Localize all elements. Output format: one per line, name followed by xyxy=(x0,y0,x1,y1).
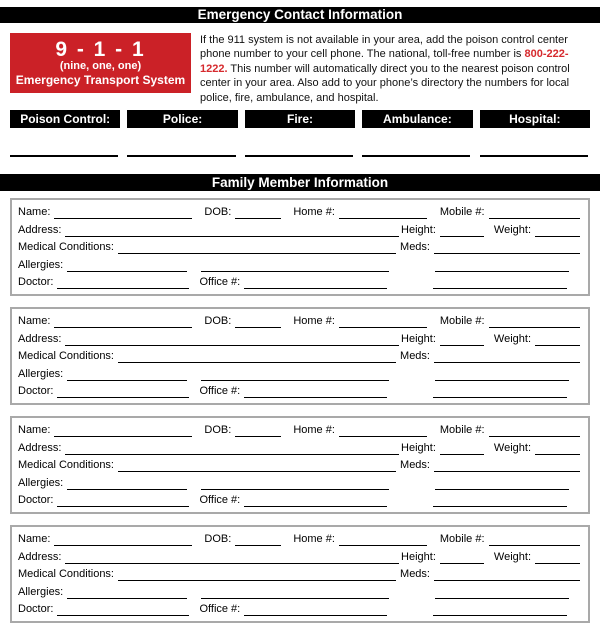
911-callout xyxy=(10,33,191,93)
member-row-doctor xyxy=(18,274,580,289)
weight-label: Weight: xyxy=(493,223,531,236)
office-phone-label: Office #: xyxy=(199,603,241,615)
meds-label: Meds: xyxy=(400,459,430,471)
member-row-medical xyxy=(18,566,580,581)
meds-continuation-line xyxy=(433,279,567,289)
office-phone-label: Office #: xyxy=(199,385,241,397)
doctor-blank-line xyxy=(57,279,189,289)
meds-continuation-line xyxy=(435,589,569,599)
dob-label: DOB: xyxy=(204,206,232,218)
911-number: 9 - 1 - 1 xyxy=(55,38,146,61)
name-label: Name: xyxy=(18,424,51,436)
height-label: Height: xyxy=(401,441,436,454)
meds-blank-line xyxy=(434,571,580,581)
meds-continuation-line xyxy=(433,606,567,616)
member-row-address xyxy=(18,440,580,455)
family-member-box xyxy=(10,307,590,405)
address-label: Address: xyxy=(18,332,62,345)
height-blank-line xyxy=(440,336,484,346)
intro-text-before: If the 911 system is not available in your area, add the poison control center phone number to your cell phone. The national, toll-free number is xyxy=(200,34,568,61)
medical-conditions-blank-line xyxy=(118,353,396,363)
meds-label: Meds: xyxy=(400,350,430,362)
member-row-name xyxy=(18,313,580,328)
name-label: Name: xyxy=(18,206,51,218)
poison-control-label: Poison Control: xyxy=(10,110,120,128)
name-label: Name: xyxy=(18,533,51,545)
medical-conditions-label: Medical Conditions: xyxy=(18,459,114,471)
office-phone-blank-line xyxy=(244,388,387,398)
medical-conditions-label: Medical Conditions: xyxy=(18,568,114,580)
poison-control-phone-number: 800-222-1222. xyxy=(200,48,569,75)
meds-continuation-line xyxy=(435,480,569,490)
meds-blank-line xyxy=(434,462,580,472)
police-label: Police: xyxy=(127,110,237,128)
meds-label: Meds: xyxy=(400,568,430,580)
member-row-allergies xyxy=(18,584,580,599)
allergies-label: Allergies: xyxy=(18,258,64,271)
office-phone-blank-line xyxy=(244,606,387,616)
allergies-blank-line xyxy=(67,262,187,272)
dob-blank-line xyxy=(235,536,281,546)
intro-paragraph xyxy=(200,33,596,108)
member-row-allergies xyxy=(18,366,580,381)
family-member-box xyxy=(10,198,590,296)
allergies-blank-line xyxy=(67,371,187,381)
hospital-blank-line xyxy=(480,155,588,157)
meds-continuation-line xyxy=(435,371,569,381)
member-row-allergies xyxy=(18,475,580,490)
allergies-blank-line xyxy=(67,480,187,490)
member-row-medical xyxy=(18,348,580,363)
mobile-phone-blank-line xyxy=(489,318,580,328)
weight-blank-line xyxy=(535,445,580,455)
weight-label: Weight: xyxy=(493,550,531,563)
fire-blank-line xyxy=(245,155,353,157)
weight-blank-line xyxy=(535,336,580,346)
fire-label: Fire: xyxy=(245,110,355,128)
ambulance-blank-line xyxy=(362,155,470,157)
police-blank-line xyxy=(127,155,235,157)
weight-label: Weight: xyxy=(493,332,531,345)
member-row-doctor xyxy=(18,383,580,398)
allergies-continuation-line xyxy=(201,589,389,599)
height-blank-line xyxy=(440,445,484,455)
address-label: Address: xyxy=(18,223,62,236)
contact-column-police xyxy=(127,110,237,157)
allergies-label: Allergies: xyxy=(18,367,64,380)
weight-blank-line xyxy=(535,227,580,237)
dob-label: DOB: xyxy=(204,315,232,327)
911-words: (nine, one, one) xyxy=(59,60,142,72)
address-label: Address: xyxy=(18,441,62,454)
home-phone-label: Home #: xyxy=(293,315,335,327)
medical-conditions-label: Medical Conditions: xyxy=(18,350,114,362)
meds-blank-line xyxy=(434,353,580,363)
doctor-label: Doctor: xyxy=(18,603,54,615)
intro-section xyxy=(10,33,596,108)
dob-label: DOB: xyxy=(204,424,232,436)
address-blank-line xyxy=(65,336,399,346)
family-member-box xyxy=(10,525,590,623)
name-blank-line xyxy=(54,427,192,437)
office-phone-blank-line xyxy=(244,497,387,507)
mobile-phone-label: Mobile #: xyxy=(439,533,485,545)
mobile-phone-label: Mobile #: xyxy=(439,315,485,327)
office-phone-blank-line xyxy=(244,279,387,289)
name-label: Name: xyxy=(18,315,51,327)
weight-blank-line xyxy=(535,554,580,564)
911-caption: Emergency Transport System xyxy=(15,73,186,87)
allergies-label: Allergies: xyxy=(18,585,64,598)
doctor-label: Doctor: xyxy=(18,385,54,397)
member-row-name xyxy=(18,422,580,437)
mobile-phone-blank-line xyxy=(489,536,580,546)
emergency-contacts-row xyxy=(10,110,590,157)
mobile-phone-label: Mobile #: xyxy=(439,424,485,436)
member-row-address xyxy=(18,222,580,237)
height-blank-line xyxy=(440,227,484,237)
contact-column-hospital xyxy=(480,110,590,157)
name-blank-line xyxy=(54,209,192,219)
dob-label: DOB: xyxy=(204,533,232,545)
member-row-allergies xyxy=(18,257,580,272)
allergies-label: Allergies: xyxy=(18,476,64,489)
meds-continuation-line xyxy=(433,497,567,507)
allergies-continuation-line xyxy=(201,480,389,490)
address-blank-line xyxy=(65,227,399,237)
doctor-label: Doctor: xyxy=(18,494,54,506)
home-phone-blank-line xyxy=(339,536,427,546)
height-label: Height: xyxy=(401,223,436,236)
doctor-blank-line xyxy=(57,606,189,616)
member-row-medical xyxy=(18,457,580,472)
meds-label: Meds: xyxy=(400,241,430,253)
member-row-address xyxy=(18,549,580,564)
doctor-blank-line xyxy=(57,497,189,507)
member-row-name xyxy=(18,204,580,219)
doctor-label: Doctor: xyxy=(18,276,54,288)
section-title: Family Member Information xyxy=(211,175,389,190)
allergies-continuation-line xyxy=(201,262,389,272)
section-title: Emergency Contact Information xyxy=(197,7,403,22)
meds-continuation-line xyxy=(435,262,569,272)
allergies-continuation-line xyxy=(201,371,389,381)
member-row-medical xyxy=(18,239,580,254)
contact-column-fire xyxy=(245,110,355,157)
mobile-phone-blank-line xyxy=(489,209,580,219)
home-phone-blank-line xyxy=(339,318,427,328)
mobile-phone-blank-line xyxy=(489,427,580,437)
contact-column-ambulance xyxy=(362,110,472,157)
doctor-blank-line xyxy=(57,388,189,398)
mobile-phone-label: Mobile #: xyxy=(439,206,485,218)
home-phone-blank-line xyxy=(339,427,427,437)
meds-continuation-line xyxy=(433,388,567,398)
family-member-box xyxy=(10,416,590,514)
name-blank-line xyxy=(54,318,192,328)
hospital-label: Hospital: xyxy=(480,110,590,128)
address-blank-line xyxy=(65,554,399,564)
address-label: Address: xyxy=(18,550,62,563)
section-header-emergency-contact xyxy=(0,7,600,23)
medical-conditions-blank-line xyxy=(118,462,396,472)
allergies-blank-line xyxy=(67,589,187,599)
height-label: Height: xyxy=(401,550,436,563)
ambulance-label: Ambulance: xyxy=(362,110,472,128)
home-phone-blank-line xyxy=(339,209,427,219)
office-phone-label: Office #: xyxy=(199,494,241,506)
contact-column-poison-control xyxy=(10,110,120,157)
section-header-family-member xyxy=(0,174,600,191)
office-phone-label: Office #: xyxy=(199,276,241,288)
poison-control-blank-line xyxy=(10,155,118,157)
home-phone-label: Home #: xyxy=(293,206,335,218)
member-row-doctor xyxy=(18,601,580,616)
dob-blank-line xyxy=(235,209,281,219)
meds-blank-line xyxy=(434,244,580,254)
dob-blank-line xyxy=(235,427,281,437)
member-row-name xyxy=(18,531,580,546)
home-phone-label: Home #: xyxy=(293,424,335,436)
height-label: Height: xyxy=(401,332,436,345)
medical-conditions-blank-line xyxy=(118,571,396,581)
height-blank-line xyxy=(440,554,484,564)
medical-conditions-label: Medical Conditions: xyxy=(18,241,114,253)
dob-blank-line xyxy=(235,318,281,328)
member-row-address xyxy=(18,331,580,346)
intro-text-after: This number will automatically direct you to the nearest poison control center in your area. Also add to your phone’s directory the numbers for local police, fire, ambulance, and hospital. xyxy=(200,62,570,104)
medical-conditions-blank-line xyxy=(118,244,396,254)
name-blank-line xyxy=(54,536,192,546)
member-row-doctor xyxy=(18,492,580,507)
emergency-form-page xyxy=(0,7,600,623)
weight-label: Weight: xyxy=(493,441,531,454)
home-phone-label: Home #: xyxy=(293,533,335,545)
address-blank-line xyxy=(65,445,399,455)
